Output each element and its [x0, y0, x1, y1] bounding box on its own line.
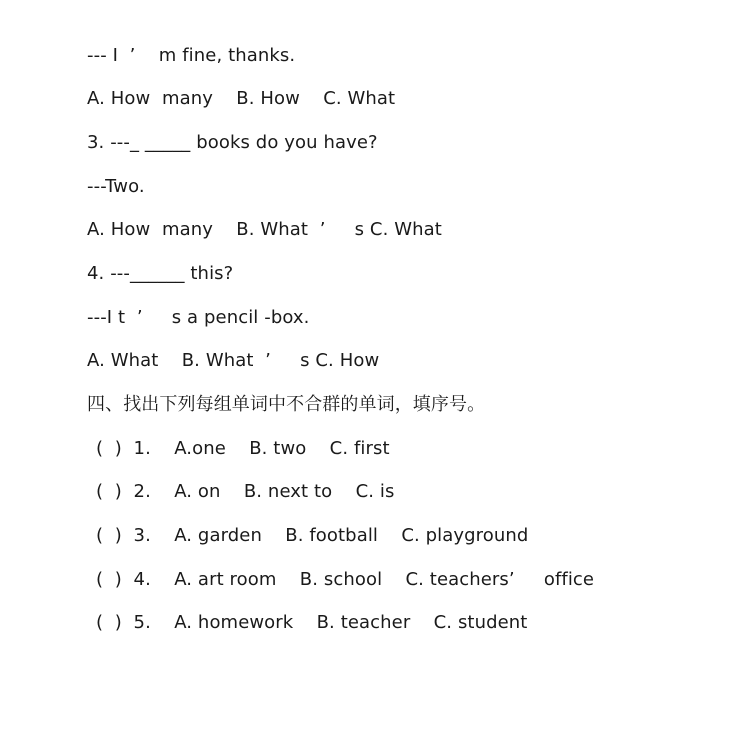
dialogue-answer-q4: ---I t ’ s a pencil -box.	[87, 307, 310, 328]
question-4: 4. ---______ this?	[87, 263, 234, 284]
odd-one-out-item-1: ( ) 1. A.one B. two C. first	[96, 438, 390, 459]
question-3: 3. ---_ _____ books do you have?	[87, 132, 378, 153]
dialogue-answer-line: --- I ’ m fine, thanks.	[87, 45, 296, 66]
options-q3: A. How many B. What ’ s C. What	[87, 219, 442, 240]
odd-one-out-item-5: ( ) 5. A. homework B. teacher C. student	[96, 612, 528, 633]
section-heading: 四、找出下列每组单词中不合群的单词，填序号。	[87, 394, 486, 415]
options-q4: A. What B. What ’ s C. How	[87, 350, 380, 371]
odd-one-out-item-3: ( ) 3. A. garden B. football C. playground	[96, 525, 529, 546]
options-q2: A. How many B. How C. What	[87, 88, 396, 109]
odd-one-out-item-4: ( ) 4. A. art room B. school C. teachers’ office	[96, 569, 595, 590]
odd-one-out-item-2: ( ) 2. A. on B. next to C. is	[96, 481, 395, 502]
dialogue-answer-q3: ---Two.	[87, 176, 145, 197]
